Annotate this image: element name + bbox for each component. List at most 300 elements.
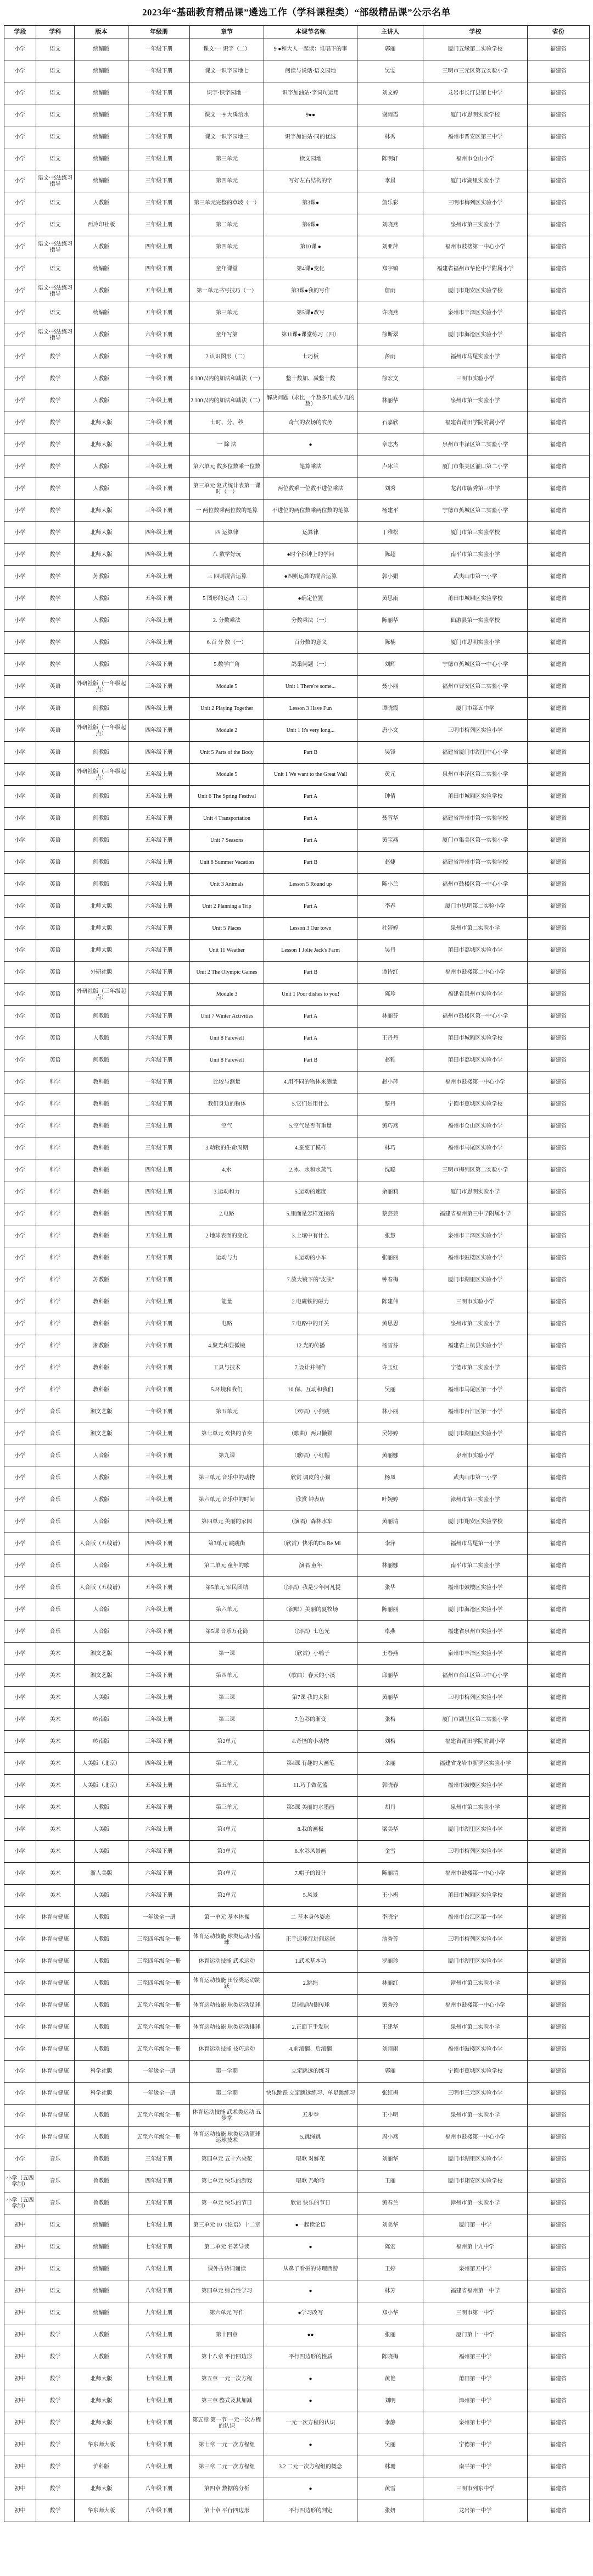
table-cell: 张丽丽 bbox=[357, 1247, 423, 1269]
table-cell: 北师大版 bbox=[75, 522, 128, 544]
table-cell: ● bbox=[264, 434, 357, 456]
table-cell: 第三章 整式及其加减 bbox=[190, 2390, 264, 2412]
table-cell: 福建省 bbox=[528, 126, 590, 148]
table-cell: 小学 bbox=[4, 1995, 36, 2017]
table-cell: 小学 bbox=[4, 2017, 36, 2039]
table-cell: 福建省 bbox=[528, 2061, 590, 2083]
table-cell: 6.运动的小车 bbox=[264, 1247, 357, 1269]
table-cell: 六年级下册 bbox=[128, 1863, 190, 1885]
table-row bbox=[4, 478, 590, 500]
table-cell: 小学 bbox=[4, 654, 36, 676]
table-cell: （歌唱）小红帽 bbox=[264, 1445, 357, 1467]
table-cell: 小学 bbox=[4, 1072, 36, 1093]
table-cell: 奇气的农场的农务 bbox=[264, 412, 357, 434]
table-cell: 第4单元 bbox=[190, 1863, 264, 1885]
table-cell: 闽教版 bbox=[75, 742, 128, 764]
table-cell: 外研社版（一年级起点） bbox=[75, 720, 128, 742]
table-row bbox=[4, 38, 590, 60]
table-cell: 分数乘法（一） bbox=[264, 610, 357, 632]
table-cell: 七年级上册 bbox=[128, 2368, 190, 2390]
table-cell: 丁雅松 bbox=[357, 522, 423, 544]
table-cell: 福建省 bbox=[528, 82, 590, 104]
table-cell: 小学 bbox=[4, 1555, 36, 1577]
table-cell: 刘亚萍 bbox=[357, 236, 423, 258]
table-cell: 初中 bbox=[4, 2390, 36, 2412]
table-cell: 九年级上册 bbox=[128, 2302, 190, 2324]
table-cell: 福建省泉州市实验小学 bbox=[423, 1621, 528, 1643]
table-cell: 小学 bbox=[4, 1269, 36, 1291]
table-cell: 初中 bbox=[4, 2412, 36, 2434]
table-cell: 语文 bbox=[36, 148, 75, 170]
table-cell: 七巧板 bbox=[264, 346, 357, 368]
table-cell: 福建省 bbox=[528, 60, 590, 82]
table-cell: 四年级上册 bbox=[128, 1511, 190, 1533]
table-cell: 三年级上册 bbox=[128, 1709, 190, 1731]
table-cell: 福建省 bbox=[528, 742, 590, 764]
table-cell: 小学 bbox=[4, 1709, 36, 1731]
table-cell: 5.运动的速度 bbox=[264, 1181, 357, 1203]
table-cell: 八年级上册 bbox=[128, 2324, 190, 2346]
table-cell: Part A bbox=[264, 830, 357, 852]
table-cell: ●● bbox=[264, 2324, 357, 2346]
table-cell: （欣赏）小鸭子 bbox=[264, 1643, 357, 1665]
table-cell: 福建省 bbox=[528, 1357, 590, 1379]
table-row bbox=[4, 1137, 590, 1159]
table-cell: 六年级上册 bbox=[128, 874, 190, 896]
table-cell: 三年级下册 bbox=[128, 192, 190, 214]
table-cell: 小学 bbox=[4, 852, 36, 874]
table-cell: 陈建伟 bbox=[357, 1291, 423, 1313]
table-cell: 人教版 bbox=[75, 1797, 128, 1819]
table-cell: 小学 bbox=[4, 1028, 36, 1050]
table-cell: 福州市鼓楼第二中心小学 bbox=[423, 962, 528, 984]
table-cell: 福建省 bbox=[528, 412, 590, 434]
table-cell: 闽教版 bbox=[75, 874, 128, 896]
table-cell: 2.地球表面的变化 bbox=[190, 1225, 264, 1247]
table-cell: 福建省 bbox=[528, 434, 590, 456]
table-cell: 小学 bbox=[4, 874, 36, 896]
table-cell: 湘文艺版 bbox=[75, 1401, 128, 1423]
table-cell: 钟春梅 bbox=[357, 1269, 423, 1291]
table-cell: 统编版 bbox=[75, 104, 128, 126]
table-cell: 八年级下册 bbox=[128, 2500, 190, 2522]
table-cell: 谭诗红 bbox=[357, 962, 423, 984]
table-cell: 福建省 bbox=[528, 808, 590, 830]
table-cell: 六年级下册 bbox=[128, 1006, 190, 1028]
table-cell: 三明市梅列区实验小学 bbox=[423, 1841, 528, 1863]
table-cell: 郑宇镇 bbox=[357, 258, 423, 280]
table-cell: 福建省 bbox=[528, 2192, 590, 2214]
table-cell: 福建省 bbox=[528, 1445, 590, 1467]
table-cell: 体育运动技能 田径类运动跳跃 bbox=[190, 1973, 264, 1995]
table-cell: 小学 bbox=[4, 544, 36, 566]
table-cell: 郭丽 bbox=[357, 2061, 423, 2083]
table-cell: 音乐 bbox=[36, 1511, 75, 1533]
table-row bbox=[4, 1753, 590, 1775]
table-cell: 初中 bbox=[4, 2456, 36, 2478]
table-row bbox=[4, 1313, 590, 1335]
table-cell: 福建省 bbox=[528, 258, 590, 280]
table-cell: 福建省 bbox=[528, 1072, 590, 1093]
table-cell: （演唱）美丽的夏牧场 bbox=[264, 1599, 357, 1621]
table-cell: 福建省 bbox=[528, 148, 590, 170]
table-cell: 体育运动技能 武术类运动 五步拳 bbox=[190, 2105, 264, 2127]
table-cell: 第三单元 bbox=[190, 302, 264, 324]
table-row bbox=[4, 1489, 590, 1511]
table-row bbox=[4, 324, 590, 346]
table-row bbox=[4, 1841, 590, 1863]
table-cell: 人美版 bbox=[75, 1885, 128, 1907]
table-row bbox=[4, 1621, 590, 1643]
table-cell: 宁德市第二实验小学 bbox=[423, 1357, 528, 1379]
table-row bbox=[4, 918, 590, 940]
table-cell: 人教版 bbox=[75, 324, 128, 346]
table-cell: 北师大版 bbox=[75, 544, 128, 566]
table-cell: 八年级上册 bbox=[128, 2456, 190, 2478]
table-cell: 福建省 bbox=[528, 764, 590, 786]
table-cell: 泉州市丰泽区第二实验小学 bbox=[423, 434, 528, 456]
table-cell: 五至六年级全一册 bbox=[128, 2127, 190, 2148]
table-cell: 王丹丹 bbox=[357, 1028, 423, 1050]
table-cell: 小学 bbox=[4, 1511, 36, 1533]
table-cell: （欢唱）小熊跳 bbox=[264, 1401, 357, 1423]
table-cell: Part A bbox=[264, 1006, 357, 1028]
table-cell: Lesson 3 Have Fun bbox=[264, 698, 357, 720]
table-cell: 杜婷婷 bbox=[357, 918, 423, 940]
table-cell: 数学 bbox=[36, 566, 75, 588]
table-cell: 人教版 bbox=[75, 2017, 128, 2039]
table-cell: 黄丽娜 bbox=[357, 1445, 423, 1467]
table-cell: Unit 5 Places bbox=[190, 918, 264, 940]
table-cell: 英语 bbox=[36, 962, 75, 984]
table-cell: 小学 bbox=[4, 2127, 36, 2148]
table-cell: 福州市台江区第一小学 bbox=[423, 1907, 528, 1929]
table-cell: 福建省 bbox=[528, 676, 590, 698]
table-cell: 第3课●我的写作 bbox=[264, 280, 357, 302]
table-cell: Unit 7 Seasons bbox=[190, 830, 264, 852]
table-cell: 能量 bbox=[190, 1291, 264, 1313]
table-cell: 厦门市思明第二实验小学 bbox=[423, 896, 528, 918]
table-cell: 第三课 bbox=[190, 1709, 264, 1731]
table-cell: 泉州市第一实验小学 bbox=[423, 2105, 528, 2127]
table-cell: 五年级上册 bbox=[128, 280, 190, 302]
table-row bbox=[4, 1929, 590, 1951]
table-cell: 鲁教版 bbox=[75, 2148, 128, 2170]
table-cell: 岭南版 bbox=[75, 1709, 128, 1731]
table-cell: 苏教版 bbox=[75, 566, 128, 588]
table-cell: 小学 bbox=[4, 676, 36, 698]
table-cell: 福建省龙岩市新罗区实验小学 bbox=[423, 1753, 528, 1775]
table-cell: 詹乐彩 bbox=[357, 192, 423, 214]
table-cell: 福建省 bbox=[528, 2456, 590, 2478]
table-cell: 人教版 bbox=[75, 654, 128, 676]
table-cell: 数学 bbox=[36, 544, 75, 566]
table-cell: 泉州市第一实验小学 bbox=[423, 390, 528, 412]
table-cell: 数学 bbox=[36, 2324, 75, 2346]
table-cell: 体育与健康 bbox=[36, 2039, 75, 2061]
table-cell: 厦门市湖里区实验小学 bbox=[423, 1269, 528, 1291]
table-cell: 第五单元 bbox=[190, 1775, 264, 1797]
table-cell: 赵婕 bbox=[357, 852, 423, 874]
table-cell: 四年级上册 bbox=[128, 544, 190, 566]
table-cell: 小学 bbox=[4, 192, 36, 214]
table-cell: 第三单元 bbox=[190, 148, 264, 170]
table-cell: 李晓宁 bbox=[357, 1907, 423, 1929]
table-cell: 四年级上册 bbox=[128, 236, 190, 258]
table-cell: 欣赏 钟表店 bbox=[264, 1489, 357, 1511]
table-cell: 外研社版（三年级起点） bbox=[75, 984, 128, 1006]
table-row bbox=[4, 280, 590, 302]
table-cell: 小学 bbox=[4, 1093, 36, 1115]
document-title: 2023年“基础教育精品课”遴选工作（学科课程类）“部级精品课”公示名单 bbox=[142, 7, 451, 18]
table-cell: 三年级下册 bbox=[128, 170, 190, 192]
table-cell: 北师大版 bbox=[75, 2390, 128, 2412]
table-cell: 小学 bbox=[4, 1797, 36, 1819]
table-cell: 课文一识字园地七 bbox=[190, 60, 264, 82]
table-cell: 科学 bbox=[36, 1225, 75, 1247]
table-cell: 四年级下册 bbox=[128, 1533, 190, 1555]
table-cell: 泉州市第二实验小学 bbox=[423, 2017, 528, 2039]
table-cell: 闽教版 bbox=[75, 786, 128, 808]
table-cell: 第七单元 欢快的节奏 bbox=[190, 1423, 264, 1445]
table-cell: 厦门第十一中学 bbox=[423, 2324, 528, 2346]
table-cell: 科学 bbox=[36, 1291, 75, 1313]
table-cell: 小学 bbox=[4, 412, 36, 434]
table-cell: 小学 bbox=[4, 1775, 36, 1797]
table-row bbox=[4, 2280, 590, 2302]
table-cell: 六年级下册 bbox=[128, 984, 190, 1006]
table-cell: 刘文婷 bbox=[357, 82, 423, 104]
table-cell: 福建省 bbox=[528, 390, 590, 412]
table-cell: 教科版 bbox=[75, 1379, 128, 1401]
table-row bbox=[4, 2039, 590, 2061]
table-cell: 初中 bbox=[4, 2214, 36, 2236]
table-cell: 陈丽清 bbox=[357, 1863, 423, 1885]
table-cell: 二年级下册 bbox=[128, 1093, 190, 1115]
table-cell: ●学习改写 bbox=[264, 2302, 357, 2324]
table-cell: 三年级上册 bbox=[128, 1467, 190, 1489]
table-cell: Unit 1 We want to the Great Wall bbox=[264, 764, 357, 786]
table-cell: 5.里面是怎样连接的 bbox=[264, 1203, 357, 1225]
table-cell: 聂蓉华 bbox=[357, 808, 423, 830]
table-cell: 郭晓春 bbox=[357, 1775, 423, 1797]
table-cell: 张梅 bbox=[357, 1709, 423, 1731]
table-cell: 小学 bbox=[4, 346, 36, 368]
table-cell: 人教版 bbox=[75, 632, 128, 654]
table-cell: ●四则运算的混合运算 bbox=[264, 566, 357, 588]
table-cell: 福建省漳州市第一实验学校 bbox=[423, 808, 528, 830]
table-cell: 科学 bbox=[36, 1379, 75, 1401]
table-cell: 小学 bbox=[4, 1357, 36, 1379]
table-cell: 福建省 bbox=[528, 2083, 590, 2105]
table-cell: 统编版 bbox=[75, 2236, 128, 2258]
table-cell: 科学 bbox=[36, 1313, 75, 1335]
table-cell: 五步拳 bbox=[264, 2105, 357, 2127]
table-cell: 罗丽珍 bbox=[357, 1951, 423, 1973]
table-cell: 数学 bbox=[36, 2500, 75, 2522]
table-cell: 小学 bbox=[4, 1621, 36, 1643]
table-cell: 陈珍 bbox=[357, 984, 423, 1006]
table-cell: 叶婉婷 bbox=[357, 1489, 423, 1511]
table-cell: 小学 bbox=[4, 1665, 36, 1687]
table-cell: 数学 bbox=[36, 390, 75, 412]
table-cell: 刘美华 bbox=[357, 2214, 423, 2236]
table-cell: 5.空气是否有重量 bbox=[264, 1115, 357, 1137]
table-cell: 一 除 法 bbox=[190, 434, 264, 456]
table-cell: （演唱）七色光 bbox=[264, 1621, 357, 1643]
table-cell: 厦门第一中学 bbox=[423, 2214, 528, 2236]
table-cell: 李晨 bbox=[357, 170, 423, 192]
table-row bbox=[4, 434, 590, 456]
table-cell: 三年级下册 bbox=[128, 1731, 190, 1753]
table-cell: 语文 bbox=[36, 258, 75, 280]
table-cell: 科学社版 bbox=[75, 2061, 128, 2083]
table-row bbox=[4, 830, 590, 852]
table-cell: 六年级下册 bbox=[128, 1885, 190, 1907]
table-row bbox=[4, 1511, 590, 1533]
column-header: 学校 bbox=[423, 26, 528, 38]
table-cell: 厦门市集美区第一实验小学 bbox=[423, 830, 528, 852]
table-row bbox=[4, 1423, 590, 1445]
table-cell: 六年级下册 bbox=[128, 1313, 190, 1335]
table-cell: Unit 6 The Spring Festival bbox=[190, 786, 264, 808]
table-cell: 数学 bbox=[36, 2390, 75, 2412]
table-cell: 福建省 bbox=[528, 1511, 590, 1533]
table-cell: 小学 bbox=[4, 126, 36, 148]
table-cell: 英语 bbox=[36, 698, 75, 720]
table-cell: 福州市鼓楼区第一中心小学 bbox=[423, 874, 528, 896]
table-cell: 福建省 bbox=[528, 544, 590, 566]
table-cell: 三明市三元区第五实验小学 bbox=[423, 60, 528, 82]
table-cell: 厦门市翔安区实验学校 bbox=[423, 1511, 528, 1533]
table-cell: 林芳 bbox=[357, 2280, 423, 2302]
table-cell: 人教版 bbox=[75, 2346, 128, 2368]
table-cell: 第三单元完整的草坡（一） bbox=[190, 192, 264, 214]
table-cell: 聂小丽 bbox=[357, 676, 423, 698]
table-row bbox=[4, 522, 590, 544]
table-cell: 第十八章 平行四边形 bbox=[190, 2346, 264, 2368]
table-cell: 六年级下册 bbox=[128, 962, 190, 984]
table-cell: Unit 5 Parts of the Body bbox=[190, 742, 264, 764]
table-cell: 第5单元 军民团结 bbox=[190, 1577, 264, 1599]
table-cell: 福建省 bbox=[528, 1995, 590, 2017]
table-cell: 龙岩第一中学 bbox=[423, 2500, 528, 2522]
table-cell: 人教版 bbox=[75, 192, 128, 214]
table-cell: 第5课 美丽的水墨画 bbox=[264, 1797, 357, 1819]
table-cell: 不进位的两位数乘两位数的笔算 bbox=[264, 500, 357, 522]
table-cell: 福建省 bbox=[528, 2214, 590, 2236]
table-row bbox=[4, 412, 590, 434]
table-cell: 福建省 bbox=[528, 962, 590, 984]
table-cell: 福州市台江区第一小学 bbox=[423, 1401, 528, 1423]
table-cell: 人教版 bbox=[75, 1995, 128, 2017]
table-cell: 六年级上册 bbox=[128, 1291, 190, 1313]
table-cell: 福建省 bbox=[528, 918, 590, 940]
table-cell: 卢冰兰 bbox=[357, 456, 423, 478]
table-cell: 第一单元 基本体操 bbox=[190, 1907, 264, 1929]
table-cell: 识字·识字园地一 bbox=[190, 82, 264, 104]
table-cell: 宁德市蕉城区第二实验小学 bbox=[423, 500, 528, 522]
table-cell: 9●● bbox=[264, 104, 357, 126]
table-cell: 北师大版 bbox=[75, 412, 128, 434]
table-cell: 北师大版 bbox=[75, 434, 128, 456]
table-cell: 小学 bbox=[4, 104, 36, 126]
table-cell: 小学 bbox=[4, 2061, 36, 2083]
table-cell: 2.电路 bbox=[190, 1203, 264, 1225]
table-cell: 二年级上册 bbox=[128, 390, 190, 412]
table-cell: 二 基本身体姿态 bbox=[264, 1907, 357, 1929]
table-cell: 数学 bbox=[36, 434, 75, 456]
table-cell: 人美版（北京） bbox=[75, 1753, 128, 1775]
table-cell: 福建省 bbox=[528, 456, 590, 478]
table-cell: 体育与健康 bbox=[36, 1907, 75, 1929]
table-cell: 小学 bbox=[4, 214, 36, 236]
table-cell: 2.冰、水和水蒸气 bbox=[264, 1159, 357, 1181]
table-row bbox=[4, 2412, 590, 2434]
table-cell: 福建省 bbox=[528, 1269, 590, 1291]
table-cell: 科学 bbox=[36, 1203, 75, 1225]
table-cell: 福州市仓山区实验小学 bbox=[423, 1115, 528, 1137]
table-cell: 阅读与说话·语文园地 bbox=[264, 60, 357, 82]
table-cell: 空气 bbox=[190, 1115, 264, 1137]
table-cell: 漳州市第三实验小学 bbox=[423, 1489, 528, 1511]
table-cell: 莆田市城厢区实验学校 bbox=[423, 1028, 528, 1050]
table-cell: 厦门市海沧区实验小学 bbox=[423, 1599, 528, 1621]
table-row bbox=[4, 2500, 590, 2522]
table-cell: 福建省 bbox=[528, 852, 590, 874]
table-cell: 人音版 bbox=[75, 1511, 128, 1533]
table-cell: 林丽娜 bbox=[357, 1555, 423, 1577]
table-cell: 第4课●变化 bbox=[264, 258, 357, 280]
table-cell: 小学 bbox=[4, 1533, 36, 1555]
table-row bbox=[4, 1951, 590, 1973]
table-cell: 小学 bbox=[4, 324, 36, 346]
table-cell: 三年级下册 bbox=[128, 676, 190, 698]
table-cell: 蔡芸芸 bbox=[357, 1203, 423, 1225]
table-cell: 体育与健康 bbox=[36, 2083, 75, 2105]
table-row bbox=[4, 874, 590, 896]
table-cell: 人教版 bbox=[75, 390, 128, 412]
table-row bbox=[4, 258, 590, 280]
table-cell: 三年级下册 bbox=[128, 1137, 190, 1159]
table-cell: 数学 bbox=[36, 346, 75, 368]
table-cell: 蔡丹 bbox=[357, 1093, 423, 1115]
table-cell: 福建省福州第三中学附属小学 bbox=[423, 1203, 528, 1225]
table-cell: 科学 bbox=[36, 1137, 75, 1159]
table-cell: 福建省 bbox=[528, 1335, 590, 1357]
table-cell: 课文一识字园地三 bbox=[190, 126, 264, 148]
table-cell: 鸽巢问题（一） bbox=[264, 654, 357, 676]
table-cell: 北师大版 bbox=[75, 896, 128, 918]
table-cell: 小学 bbox=[4, 1863, 36, 1885]
table-cell: 小学（五四学制） bbox=[4, 2170, 36, 2192]
table-cell: 福建省 bbox=[528, 1819, 590, 1841]
table-cell: 小学 bbox=[4, 170, 36, 192]
table-row bbox=[4, 1555, 590, 1577]
table-cell: 第九课 bbox=[190, 1445, 264, 1467]
table-cell: 第4课 有趣的大画笔 bbox=[264, 1753, 357, 1775]
table-cell: 语文 bbox=[36, 2214, 75, 2236]
table-cell: 王春燕 bbox=[357, 1643, 423, 1665]
table-cell: 第一单元书写技巧（一） bbox=[190, 280, 264, 302]
table-cell: 小学 bbox=[4, 258, 36, 280]
table-cell: 4.水 bbox=[190, 1159, 264, 1181]
table-cell: 南平市第二实验小学 bbox=[423, 1555, 528, 1577]
table-cell: 7.色彩的渐变 bbox=[264, 1709, 357, 1731]
table-cell: 五至六年级全一册 bbox=[128, 2017, 190, 2039]
table-cell: 三年级上册 bbox=[128, 1489, 190, 1511]
table-cell: 统编版 bbox=[75, 2302, 128, 2324]
